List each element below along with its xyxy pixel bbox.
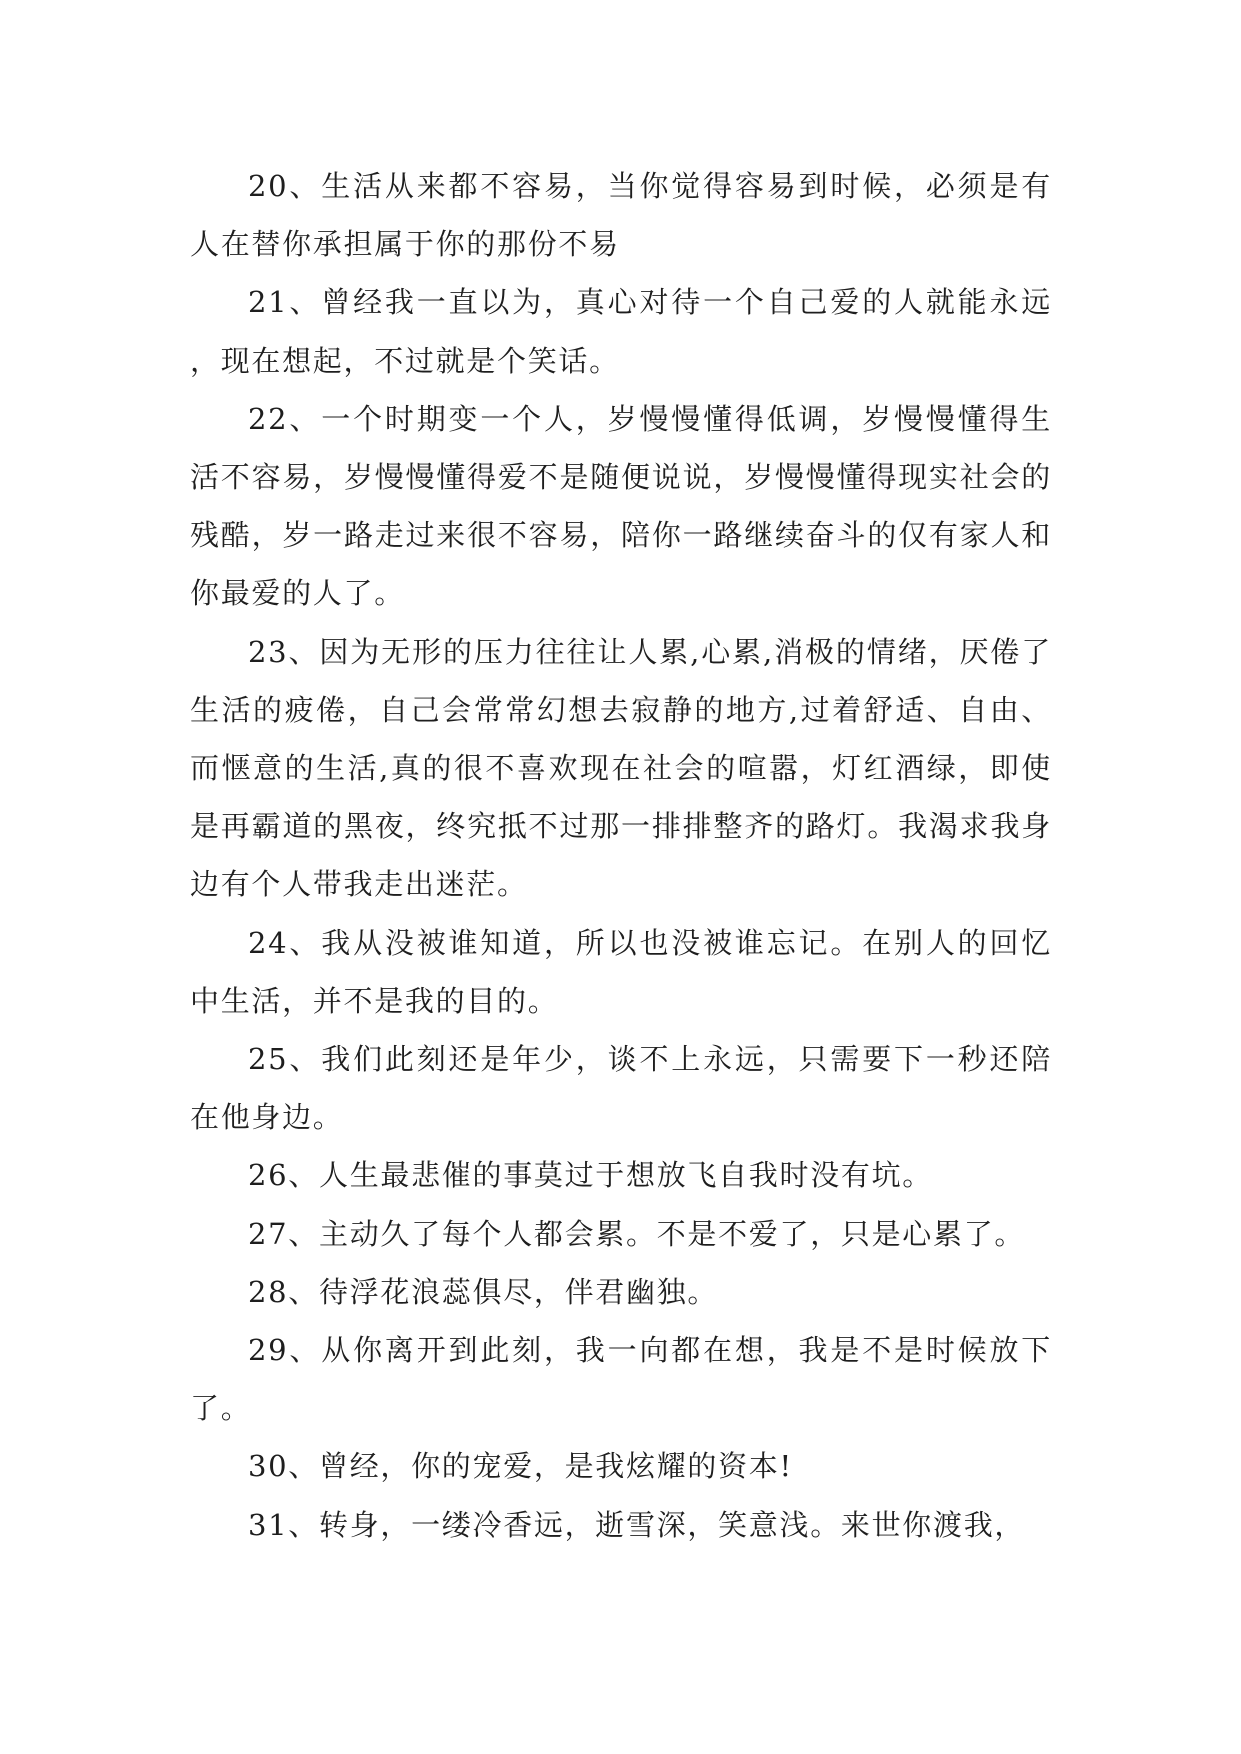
paragraph-28: 28、待浮花浪蕊俱尽，伴君幽独。	[248, 1274, 719, 1309]
paragraph-30: 30、曾经，你的宠爱，是我炫耀的资本!	[248, 1449, 793, 1484]
paragraph-21: 21、曾经我一直以为，真心对待一个自己爱的人就能永远，现在想起，不过就是个笑话。	[190, 285, 1052, 378]
paragraph-25: 25、我们此刻还是年少，谈不上永远，只需要下一秒还陪在他身边。	[190, 1042, 1052, 1135]
paragraph-24: 24、我从没被谁知道，所以也没被谁忘记。在别人的回忆中生活，并不是我的目的。	[190, 925, 1052, 1018]
paragraph-27: 27、主动久了每个人都会累。不是不爱了，只是心累了。	[248, 1216, 1026, 1251]
paragraph-26: 26、人生最悲催的事莫过于想放飞自我时没有坑。	[248, 1158, 934, 1193]
document-page	[190, 157, 1052, 1554]
paragraph-29: 29、从你离开到此刻，我一向都在想，我是不是时候放下了。	[190, 1333, 1052, 1426]
paragraph-31: 31、转身，一缕冷香远，逝雪深，笑意浅。来世你渡我，	[248, 1507, 1026, 1542]
paragraph-20: 20、生活从来都不容易，当你觉得容易到时候，必须是有人在替你承担属于你的那份不易	[190, 169, 1052, 262]
paragraph-23: 23、因为无形的压力往往让人累,心累,消极的情绪，厌倦了生活的疲倦，自己会常常幻想去寂静的地方,过着舒适、自由、而惬意的生活,真的很不喜欢现在社会的喧嚣，灯红酒绿，即使是再霸道的黑夜，终究抵不过那一排排整齐的路灯。我渴求我身边有个人带我走出迷茫。	[190, 634, 1052, 902]
paragraph-22: 22、一个时期变一个人，岁慢慢懂得低调，岁慢慢懂得生活不容易，岁慢慢懂得爱不是随便说说，岁慢慢懂得现实社会的残酷，岁一路走过来很不容易，陪你一路继续奋斗的仅有家人和你最爱的人了。	[190, 401, 1052, 611]
